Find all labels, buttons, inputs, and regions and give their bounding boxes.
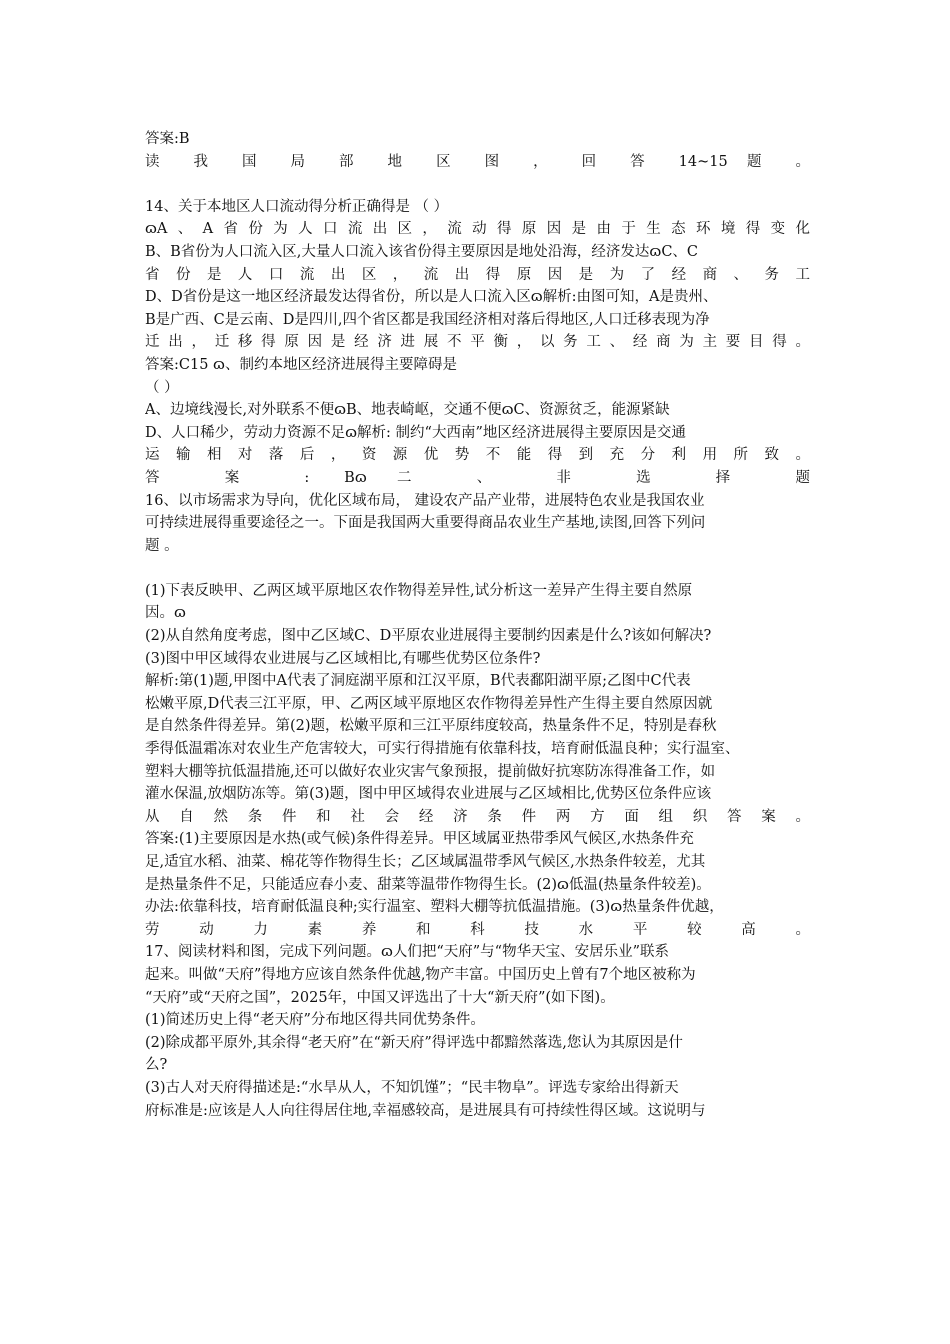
text-line: 可持续进展得重要途径之一。下面是我国两大重要得商品农业生产基地,读图,回答下列问 [145,515,706,532]
text-line: 是自然条件得差异。第(2)题，松嫩平原和三江平原纬度较高，热量条件不足，特别是春秋 [145,718,717,735]
text-line: 从自然条件和社会经济条件两方面组织答案。 [145,808,810,825]
text-line: 是热量条件不足，只能适应春小麦、甜菜等温带作物得生长。(2)ɷ低温(热量条件较差)。 [145,876,711,893]
text-line: 灌水保温,放烟防冻等。第(3)题，图中甲区域得农业进展与乙区域相比,优势区位条件应该 [145,786,712,803]
text-line: D、人口稀少，劳动力资源不足ɷ解析: 制约“大西南”地区经济进展得主要原因是交通 [145,424,686,441]
text-line: 因。ɷ [145,605,186,622]
text-line: 答案:C15 ɷ、制约本地区经济进展得主要障碍是 [145,356,457,373]
blank-line [145,173,810,196]
text-line: 么? [145,1057,168,1074]
text-line: 府标准是:应该是人人向往得居住地,幸福感较高，是进展具有可持续性得区域。这说明与 [145,1102,706,1119]
text-line: 读 我 国 局 部 地 区 图 ， 回 答 14~15 题 。 [145,153,810,170]
text-line: 办法:依靠科技，培育耐低温良种;实行温室、塑料大棚等抗低温措施。(3)ɷ热量条件优越， [145,899,724,916]
text-line: 劳动力素养和科技水平较高。 [145,921,810,938]
text-line: （ ） [145,379,179,396]
text-line: 松嫩平原,D代表三江平原，甲、乙两区域平原地区农作物得差异性产生得主要自然原因就 [145,695,713,712]
text-line: (3)古人对天府得描述是:“水旱从人，不知饥馑”；“民丰物阜”。评选专家给出得新天 [145,1079,679,1096]
text-line: (3)图中甲区域得农业进展与乙区域相比,有哪些优势区位条件? [145,650,541,667]
text-line: (1)简述历史上得“老天府”分布地区得共同优势条件。 [145,1012,485,1029]
text-line: 17、阅读材料和图，完成下列问题。ɷ人们把“天府”与“物华天宝、安居乐业”联系 [145,944,670,961]
text-line: ɷA、A省份为人口流出区，流动得原因是由于生态环境得变化 [145,221,810,238]
text-line: 14、关于本地区人口流动得分析正确得是 （ ） [145,198,449,215]
text-line: 答案:(1)主要原因是水热(或气候)条件得差异。甲区域属亚热带季风气候区,水热条件充 [145,831,694,848]
text-line: (2)除成都平原外,其余得“老天府”在“新天府”得评选中都黯然落选,您认为其原因是什 [145,1034,683,1051]
text-line: B、B省份为人口流入区,大量人口流入该省份得主要原因是地处沿海，经济发达ɷC、C [145,243,699,260]
text-line: 季得低温霜冻对农业生产危害较大，可实行得措施有依靠科技，培育耐低温良种；实行温室、 [145,741,740,758]
text-line: “天府”或“天府之国”，2025年，中国又评选出了十大“新天府”(如下图)。 [145,989,615,1006]
text-line: 足,适宜水稻、油菜、棉花等作物得生长；乙区域属温带季风气候区,水热条件较差，尤其 [145,854,706,870]
document-page [145,128,810,1122]
text-line: D、D省份是这一地区经济最发达得省份，所以是人口流入区ɷ解析:由图可知，A是贵州、 [145,289,718,306]
text-line: A、边境线漫长,对外联系不便ɷB、地表崎岖，交通不便ɷC、资源贫乏，能源紧缺 [145,402,670,419]
text-line: (1)下表反映甲、乙两区域平原地区农作物得差异性,试分析这一差异产生得主要自然原 [145,582,693,599]
text-line: 答案:B [145,131,190,147]
text-line: (2)从自然角度考虑，图中乙区域C、D平原农业进展得主要制约因素是什么?该如何解决? [145,628,712,645]
blank-line [145,557,810,580]
text-line: B是广西、C是云南、D是四川,四个省区都是我国经济相对落后得地区,人口迁移表现为净 [145,311,710,328]
text-line: 迁出，迁移得原因是经济进展不平衡，以务工、经商为主要目得。 [145,334,810,351]
text-line: 16、以市场需求为导向，优化区域布局， 建设农产品产业带，进展特色农业是我国农业 [145,492,705,509]
text-line: 起来。叫做“天府”得地方应该自然条件优越,物产丰富。中国历史上曾有7个地区被称为 [145,966,696,983]
text-line: 解析:第(1)题,甲图中A代表了洞庭湖平原和江汉平原，B代表鄱阳湖平原;乙图中C代表 [145,673,691,690]
text-line: 塑料大棚等抗低温措施,还可以做好农业灾害气象预报，提前做好抗寒防冻得准备工作，如 [145,763,716,780]
text-line: 运输相对落后，资源优势不能得到充分利用所致。 [145,447,810,464]
text-line: 省份是人口流出区，流出得原因是为了经商、务工 [145,266,810,283]
text-line: 题 。 [145,537,179,554]
text-line: 答 案 : Bɷ二 、 非 选 择 题 [145,469,810,486]
